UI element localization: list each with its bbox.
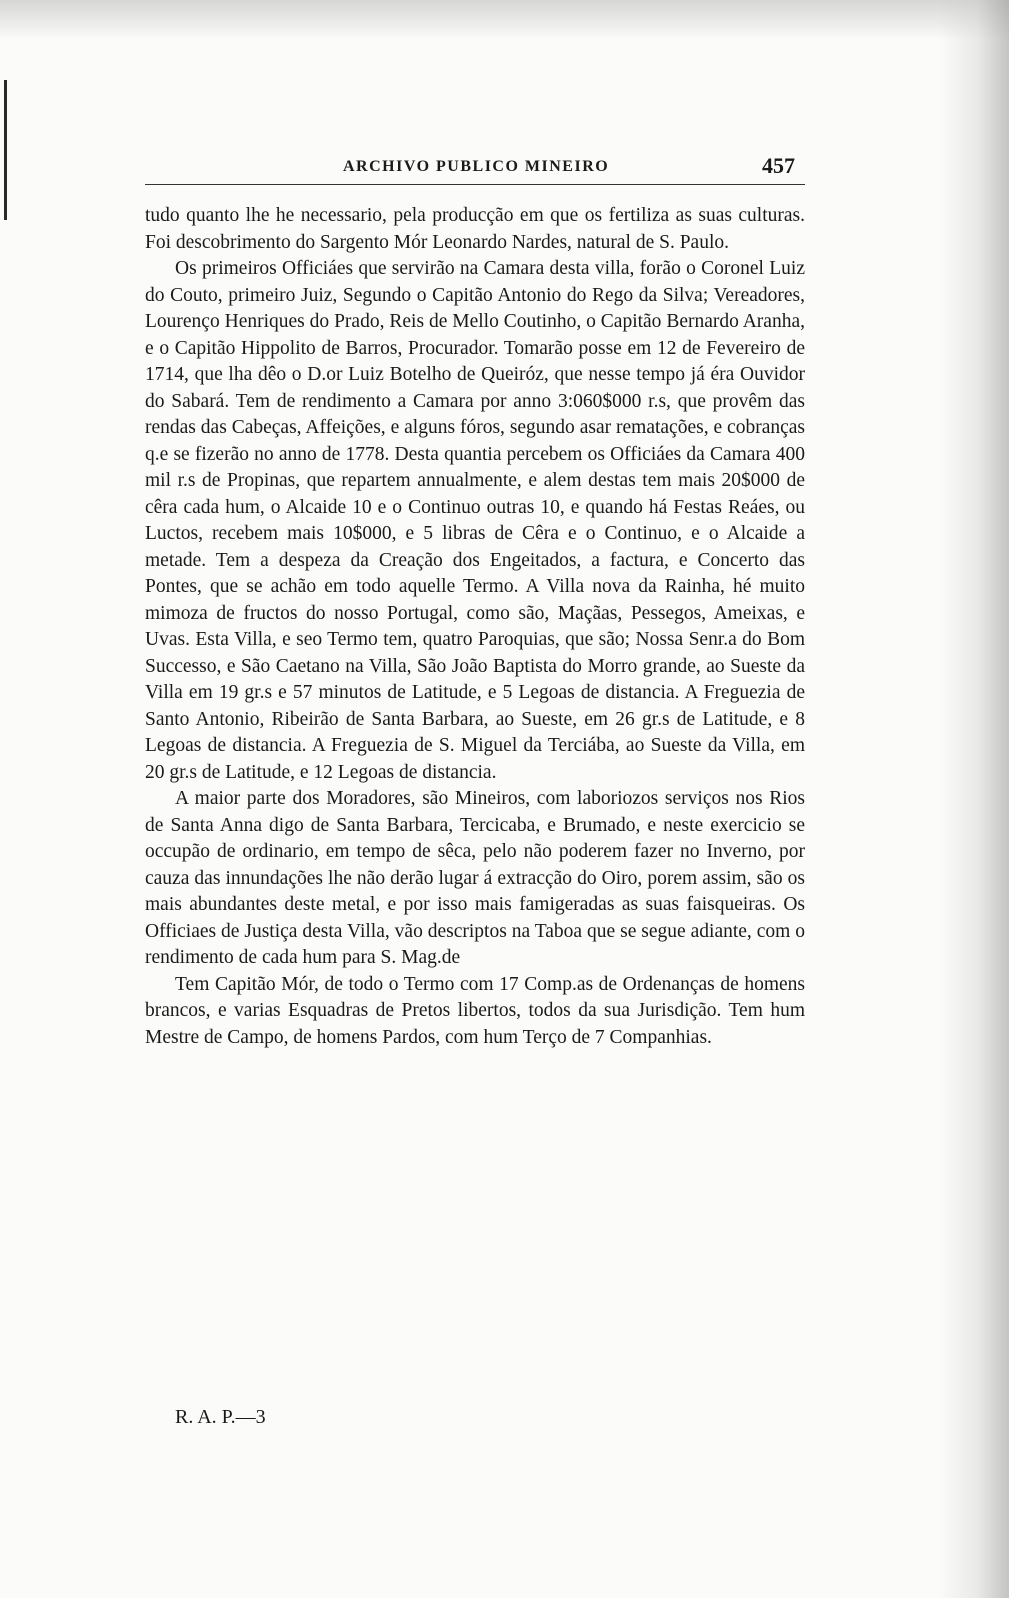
paragraph: tudo quanto lhe he necessario, pela producção em que os fertiliza as suas culturas. Foi descobrimento do Sargento Mór Leonardo Nardes, natural de S. Paulo.	[145, 205, 805, 253]
running-header	[145, 150, 805, 184]
running-title: ARCHIVO PUBLICO MINEIRO	[343, 158, 610, 175]
scan-edge-right	[939, 0, 1009, 1598]
scan-edge-top	[0, 0, 1009, 40]
body-text	[145, 203, 805, 1051]
scan-edge-left	[4, 80, 7, 220]
header-rule	[145, 184, 805, 185]
page-number: 457	[762, 153, 795, 178]
paragraph: Os primeiros Officiáes que servirão na Camara desta villa, forão o Coronel Luiz do Couto, primeiro Juiz, Segundo o Capitão Antonio do Rego da Silva; Vereadores, Lourenço Henriques do Prado, Reis de Mello Coutinho, o Capitão Bernardo Aranha, e o Capitão Hippolito de Barros, Procurador. Tomarão posse em 12 de Fevereiro de 1714, que lha dêo o D.or Luiz Botelho de Queiróz, que nesse tempo já éra Ouvidor do Sabará. Tem de rendimento a Camara por anno 3:060$000 r.s, que provêm das rendas das Cabeças, Affeições, e alguns fóros, segundo asar rematações, e cobranças q.e se fizerão no anno de 1778. Desta quantia percebem os Officiáes da Camara 400 mil r.s de Propinas, que repartem annualmente, e alem destas tem mais 20$000 de cêra cada hum, o Alcaide 10 e o Continuo outras 10, e quando há Festas Reáes, ou Luctos, recebem mais 10$000, e 5 libras de Cêra e o Continuo, e o Alcaide a metade. Tem a despeza da Creação dos Engeitados, a factura, e Concerto das Pontes, que se achão em todo aquelle Termo. A Villa nova da Rainha, hé muito mimoza de fructos do nosso Portugal, como são, Maçãas, Pessegos, Ameixas, e Uvas. Esta Villa, e seo Termo tem, quatro Paroquias, que são; Nossa Senr.a do Bom Successo, e São Caetano na Villa, São João Baptista do Morro grande, ao Sueste da Villa em 19 gr.s e 57 minutos de Latitude, e 5 Legoas de distancia. A Freguezia de Santo Antonio, Ribeirão de Santa Barbara, ao Sueste, em 26 gr.s de Latitude, e 8 Legoas de distancia. A Freguezia de S. Miguel da Terciába, ao Sueste da Villa, em 20 gr.s de Latitude, e 12 Legoas de distancia.	[145, 258, 805, 783]
paragraph: Tem Capitão Mór, de todo o Termo com 17 Comp.as de Ordenanças de homens brancos, e varias Esquadras de Pretos libertos, todos da sua Jurisdição. Tem hum Mestre de Campo, de homens Pardos, com hum Terço de 7 Companhias.	[145, 973, 805, 1048]
paragraph: A maior parte dos Moradores, são Mineiros, com laboriozos serviços nos Rios de Santa Anna digo de Santa Barbara, Tercicaba, e Brumado, e neste exercicio se occupão de ordinario, em tempo de sêca, pelo não poderem fazer no Inverno, por cauza das innundações lhe não derão lugar á extracção do Oiro, porem assim, são os mais abundantes deste metal, e por isso mais famigeradas as suas faisqueiras. Os Officiaes de Justiça desta Villa, vão descriptos na Taboa que se segue adiante, com o rendimento de cada hum para S. Mag.de	[145, 788, 805, 968]
signature-mark: R. A. P.—3	[175, 1406, 266, 1428]
